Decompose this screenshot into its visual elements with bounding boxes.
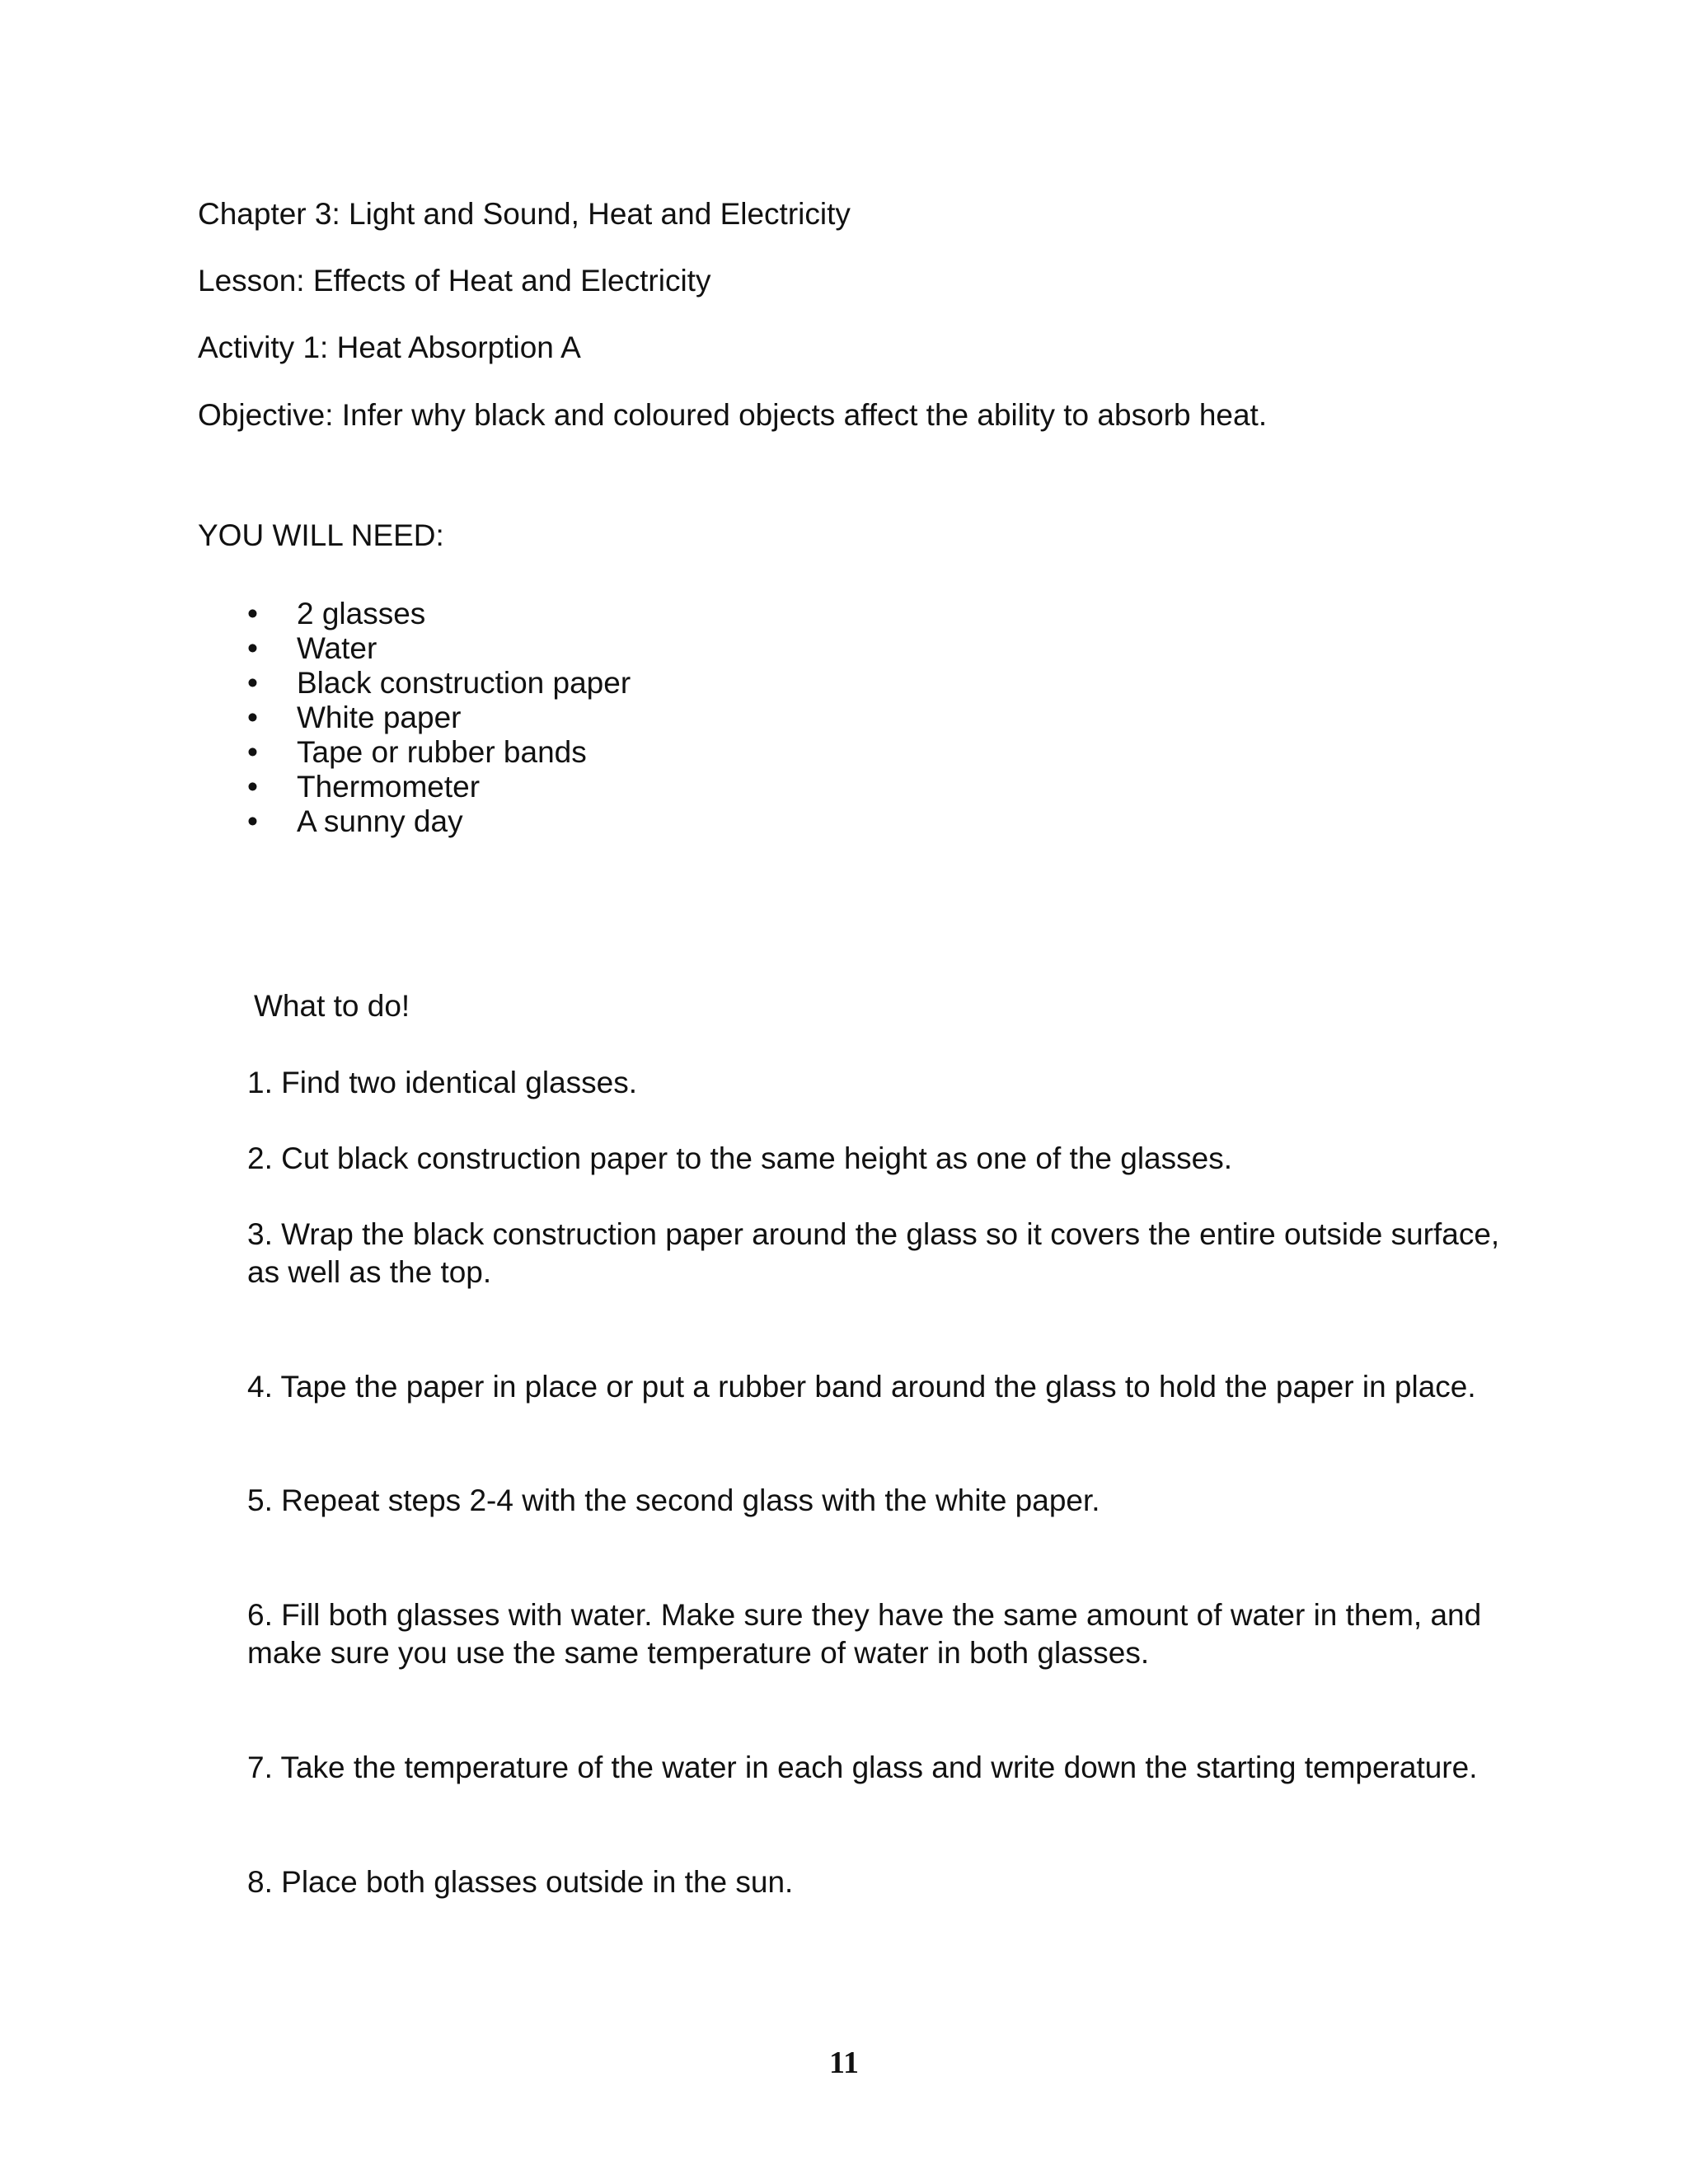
list-item [247,735,631,770]
materials-heading: YOU WILL NEED: [198,518,444,552]
procedure-step: 5. Repeat steps 2-4 with the second glass with the white paper. [247,1483,1100,1517]
list-item-label: Water [297,631,377,665]
list-item [247,701,631,735]
procedure-step: 4. Tape the paper in place or put a rubber band around the glass to hold the paper in place. [247,1370,1476,1404]
list-item-label: Thermometer [297,770,481,804]
procedure-step: 6. Fill both glasses with water. Make sure they have the same amount of water in them, and make sure you use the same temperature of water in both glasses. [247,1598,1482,1670]
list-item-label: Tape or rubber bands [297,735,587,769]
list-item [247,631,631,666]
bullet-icon: • [247,770,258,804]
materials-list [247,597,631,839]
procedure-heading: What to do! [254,989,410,1023]
activity-title: Activity 1: Heat Absorption A [198,330,581,364]
list-item [247,597,631,631]
list-item-label: 2 glasses [297,597,426,630]
procedure-step: 1. Find two identical glasses. [247,1066,638,1099]
bullet-icon: • [247,804,258,838]
page-number: 11 [829,2046,859,2080]
bullet-icon: • [247,701,258,734]
bullet-icon: • [247,666,258,700]
procedure-step: 7. Take the temperature of the water in each glass and write down the starting temperature. [247,1750,1478,1784]
procedure-step: 8. Place both glasses outside in the sun. [247,1865,794,1899]
list-item [247,804,631,839]
bullet-icon: • [247,735,258,769]
list-item [247,666,631,701]
bullet-icon: • [247,631,258,665]
chapter-title: Chapter 3: Light and Sound, Heat and Electricity [198,197,851,231]
list-item-label: White paper [297,701,462,734]
list-item-label: A sunny day [297,804,463,838]
procedure-step: 2. Cut black construction paper to the same height as one of the glasses. [247,1141,1232,1175]
list-item-label: Black construction paper [297,666,631,700]
procedure-step: 3. Wrap the black construction paper around the glass so it covers the entire outside surface, as well as the top. [247,1217,1500,1289]
bullet-icon: • [247,597,258,630]
list-item [247,770,631,804]
lesson-title: Lesson: Effects of Heat and Electricity [198,264,711,298]
objective-text: Objective: Infer why black and coloured objects affect the ability to absorb heat. [198,398,1268,432]
